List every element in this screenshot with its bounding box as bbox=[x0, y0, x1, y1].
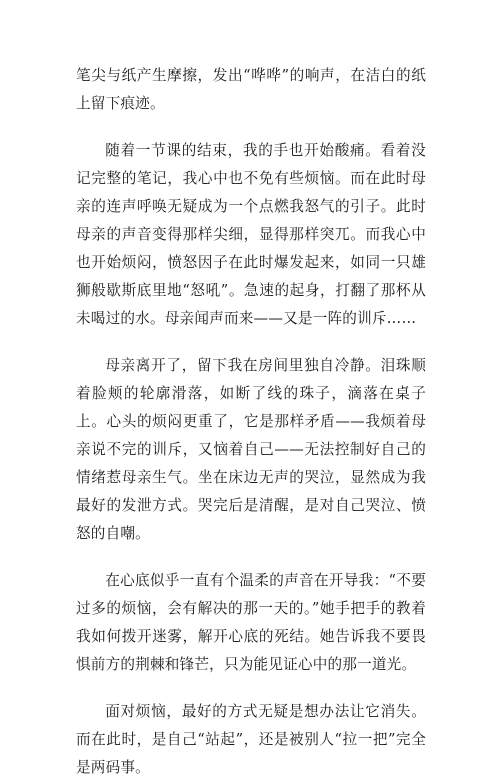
paragraph-5: 面对烦恼，最好的方式无疑是想办法让它消失。而在此时，是自己“站起”，还是被别人“拉一把”完全是两码事。 bbox=[76, 703, 426, 776]
paragraph-4: 在心底似乎一直有个温柔的声音在开导我：“不要过多的烦恼，会有解决的那一天的。”她手把手的教着我如何拨开迷雾，解开心底的死结。她告诉我不要畏惧前方的荆棘和锋芒，只为能见证心中的那一道光。 bbox=[76, 572, 426, 673]
paragraph-2: 随着一节课的结束，我的手也开始酸痛。看着没记完整的笔记，我心中也不免有些烦恼。而在此时母亲的连声呼唤无疑成为一个点燃我怒气的引子。此时母亲的声音变得那样尖细，显得那样突兀。而我心中也开始烦闷，愤怒因子在此时爆发起来，如同一只雄狮般歇斯底里地“怒吼”。急速的起身，打翻了那杯从未喝过的水。母亲闻声而来——又是一阵的训斥…… bbox=[76, 142, 426, 327]
paragraph-1: 笔尖与纸产生摩擦，发出“哗哗”的响声，在洁白的纸上留下痕迹。 bbox=[76, 67, 426, 112]
document-page bbox=[76, 62, 426, 782]
paragraph-3: 母亲离开了，留下我在房间里独自冷静。泪珠顺着脸颊的轮廓滑落，如断了线的珠子，滴落在桌子上。心头的烦闷更重了，它是那样矛盾——我烦着母亲说不完的训斥，又恼着自己——无法控制好自己的情绪惹母亲生气。坐在床边无声的哭泣，显然成为我最好的发泄方式。哭完后是清醒，是对自己哭泣、愤怒的自嘲。 bbox=[76, 357, 426, 542]
